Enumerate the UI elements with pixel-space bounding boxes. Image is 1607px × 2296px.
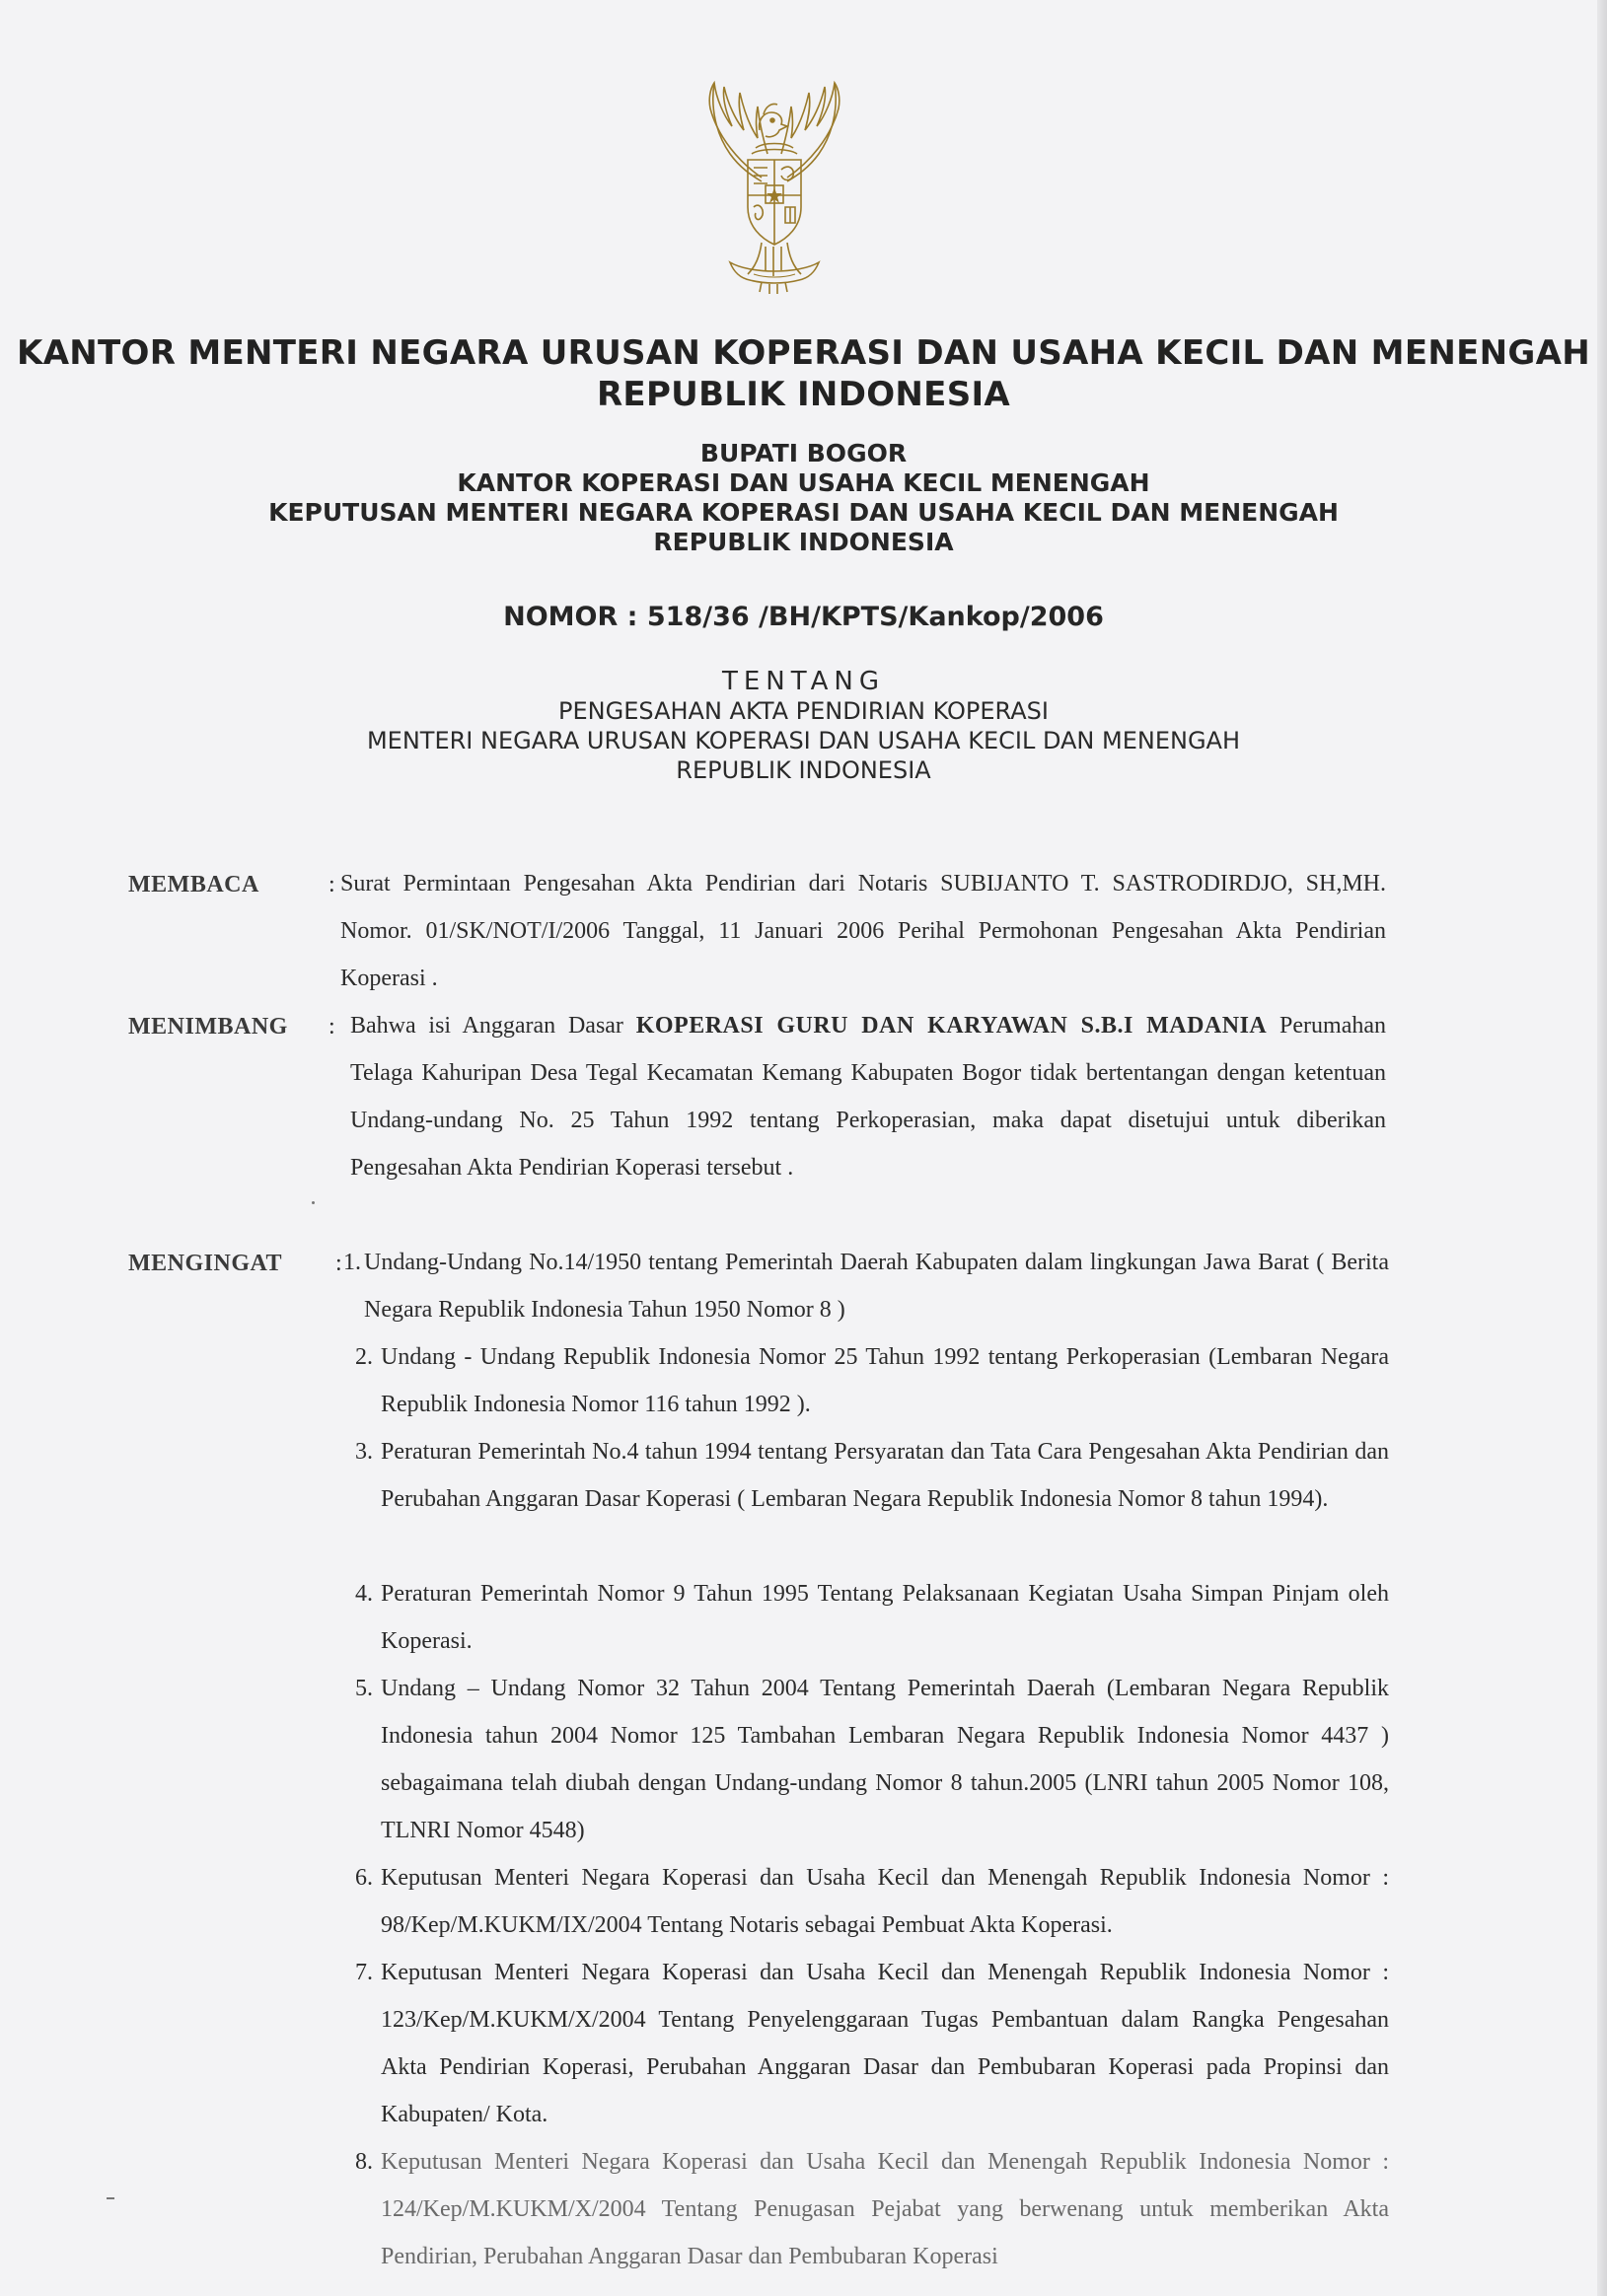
mengingat-item-7 xyxy=(343,1949,1389,2146)
item-number: 7. xyxy=(355,1960,373,1985)
scan-dot xyxy=(312,1201,315,1204)
menimbang-colon: : xyxy=(329,1014,335,1040)
tentang-line2: MENTERI NEGARA URUSAN KOPERASI DAN USAHA KECIL DAN MENENGAH xyxy=(366,727,1241,754)
item-number: 6. xyxy=(355,1865,373,1891)
koperasi-name: KOPERASI GURU DAN KARYAWAN S.B.I MADANIA xyxy=(635,1013,1268,1039)
item-number: 1. xyxy=(343,1250,361,1275)
office-header-line1: KANTOR MENTERI NEGARA URUSAN KOPERASI DAN USAHA KECIL DAN MENENGAH xyxy=(17,333,1590,373)
office-header-line2: REPUBLIK INDONESIA xyxy=(596,375,1011,414)
tentang-line3: REPUBLIK INDONESIA xyxy=(676,756,931,784)
item-number: 4. xyxy=(355,1581,373,1607)
item-text: Keputusan Menteri Negara Koperasi dan Usaha Kecil dan Menengah Republik Indonesia Nomor : 123/Kep/M.KUKM/X/2004 Tentang Penyelenggaraan Tugas Pembantuan dalam Rangka Pengesahan Akta Pendirian Koperasi, Perubahan Anggaran Dasar dan Pembubaran Koperasi pada Propinsi dan Kabupaten/ Kota. xyxy=(381,1960,1389,2127)
item-number: 8. xyxy=(355,2149,373,2175)
item-text: Undang – Undang Nomor 32 Tahun 2004 Tentang Pemerintah Daerah (Lembaran Negara Republik Indonesia tahun 2004 Nomor 125 Tambahan Lembaran Negara Republik Indonesia Nomor 4437 ) sebagaimana telah diubah dengan Undang-undang Nomor 8 tahun.2005 (LNRI tahun 2005 Nomor 108, TLNRI Nomor 4548) xyxy=(381,1676,1389,1843)
menimbang-text xyxy=(350,1002,1386,1191)
item-number: 2. xyxy=(355,1344,373,1370)
menimbang-text-after: Perumahan Telaga Kahuripan Desa Tegal Kecamatan Kemang Kabupaten Bogor tidak bertentangan dengan ketentuan Undang-undang No. 25 Tahun 1992 tentang Perkoperasian, maka dapat disetujui untuk diberikan Pengesahan Akta Pendirian Koperasi tersebut . xyxy=(350,1013,1387,1181)
membaca-label: MEMBACA xyxy=(128,872,259,897)
membaca-colon: : xyxy=(329,872,335,897)
mengingat-item-3 xyxy=(343,1428,1389,1576)
tentang-line1: PENGESAHAN AKTA PENDIRIAN KOPERASI xyxy=(558,697,1049,725)
mengingat-item-6 xyxy=(343,1854,1389,1953)
mengingat-item-2 xyxy=(343,1333,1389,1432)
item-text: Peraturan Pemerintah Nomor 9 Tahun 1995 Tentang Pelaksanaan Kegiatan Usaha Simpan Pinjam oleh Koperasi. xyxy=(381,1581,1389,1654)
membaca-text: Surat Permintaan Pengesahan Akta Pendirian dari Notaris SUBIJANTO T. SASTRODIRDJO, SH,MH. Nomor. 01/SK/NOT/I/2006 Tanggal, 11 Januari 2006 Perihal Permohonan Pengesahan Akta Pendirian Koperasi . xyxy=(340,871,1386,991)
mengingat-colon: : xyxy=(335,1251,342,1276)
sub-header xyxy=(0,439,1607,557)
mengingat-item-5 xyxy=(343,1665,1389,1862)
menimbang-label: MENIMBANG xyxy=(128,1014,288,1040)
menimbang-text-before: Bahwa isi Anggaran Dasar xyxy=(350,1013,636,1039)
mengingat-item-8 xyxy=(343,2138,1389,2286)
item-number: 3. xyxy=(355,1439,373,1465)
tentang-block xyxy=(0,667,1607,785)
mengingat-item-1 xyxy=(343,1239,1389,1337)
item-text: Keputusan Menteri Negara Koperasi dan Usaha Kecil dan Menengah Republik Indonesia Nomor : 98/Kep/M.KUKM/IX/2004 Tentang Notaris sebagai Pembuat Akta Koperasi. xyxy=(381,1865,1389,1938)
sub-header-line2: KANTOR KOPERASI DAN USAHA KECIL MENENGAH xyxy=(457,468,1150,497)
office-header xyxy=(0,332,1607,415)
item-text: Keputusan Menteri Negara Koperasi dan Usaha Kecil dan Menengah Republik Indonesia Nomor : 124/Kep/M.KUKM/X/2004 Tentang Penugasan Pejabat yang berwenang untuk memberikan Akta Pendirian, Perubahan Anggaran Dasar dan Pembubaran Koperasi xyxy=(381,2149,1389,2269)
mengingat-label: MENGINGAT xyxy=(128,1251,283,1276)
scan-mark xyxy=(107,2197,114,2199)
decree-number: NOMOR : 518/36 /BH/KPTS/Kankop/2006 xyxy=(503,602,1104,632)
tentang-heading: TENTANG xyxy=(721,667,885,696)
item-text: Peraturan Pemerintah No.4 tahun 1994 tentang Persyaratan dan Tata Cara Pengesahan Akta Pendirian dan Perubahan Anggaran Dasar Koperasi ( Lembaran Negara Republik Indonesia Nomor 8 tahun 1994). xyxy=(381,1439,1389,1512)
sub-header-line1: BUPATI BOGOR xyxy=(699,439,908,467)
item-number: 5. xyxy=(355,1676,373,1701)
item-text: Undang - Undang Republik Indonesia Nomor 25 Tahun 1992 tentang Perkoperasian (Lembaran Negara Republik Indonesia Nomor 116 tahun 1992 ). xyxy=(381,1344,1389,1417)
mengingat-item-4 xyxy=(343,1570,1389,1669)
item-text: Undang-Undang No.14/1950 tentang Pemerintah Daerah Kabupaten dalam lingkungan Jawa Barat ( Berita Negara Republik Indonesia Tahun 1950 Nomor 8 ) xyxy=(364,1250,1389,1323)
sub-header-line4: REPUBLIK INDONESIA xyxy=(653,528,954,556)
garuda-pancasila-emblem-icon xyxy=(671,69,878,306)
sub-header-line3: KEPUTUSAN MENTERI NEGARA KOPERASI DAN USAHA KECIL DAN MENENGAH xyxy=(268,498,1339,527)
